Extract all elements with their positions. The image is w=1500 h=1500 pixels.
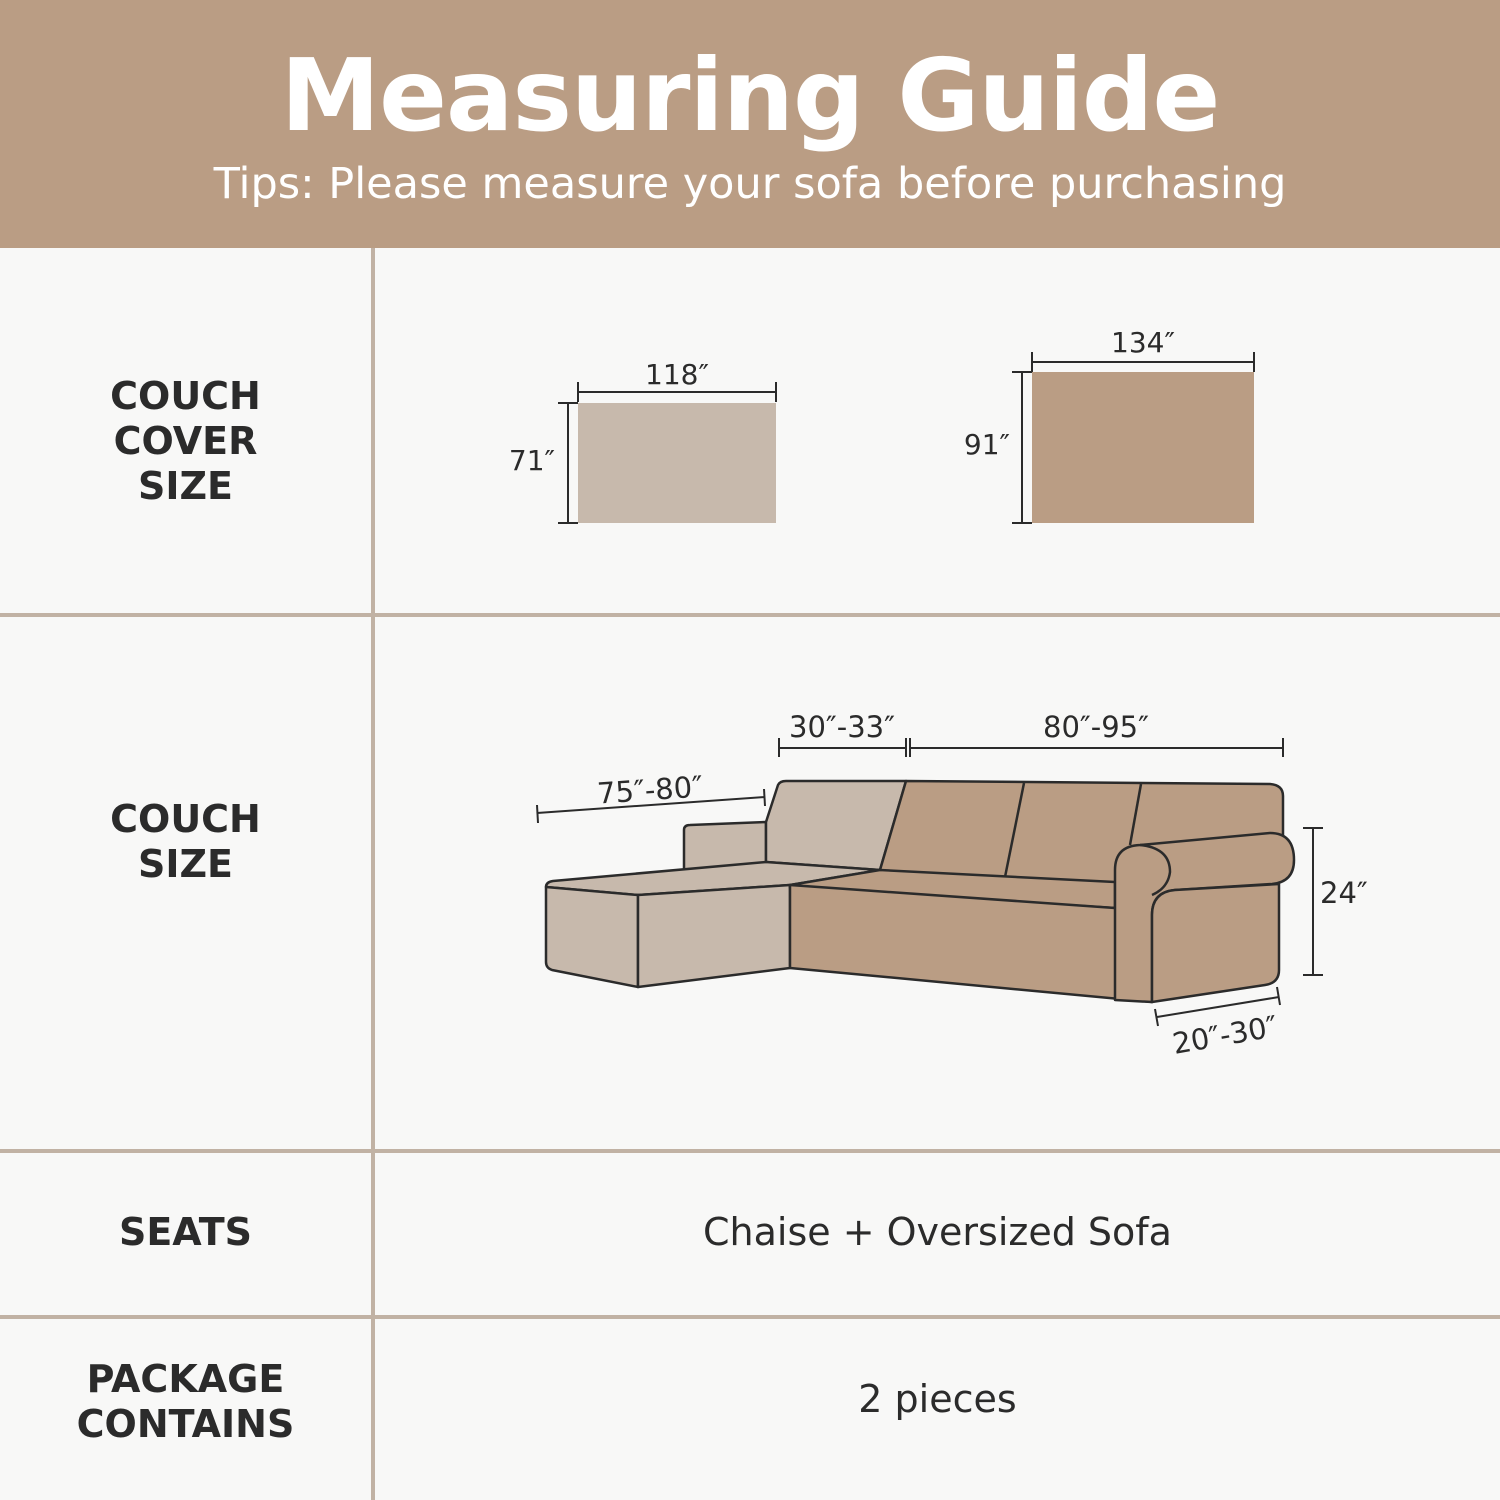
sofa-arm-side — [1152, 884, 1279, 1002]
chaise-length-label: 75″-80″ — [595, 769, 705, 811]
cover-small-height-label: 71″ — [508, 444, 555, 477]
couch-size-label: COUCH SIZE — [110, 797, 261, 886]
sectional-sofa-illustration — [546, 781, 1294, 1002]
sofa-depth-label: 20″-30″ — [1169, 1009, 1281, 1061]
seats-value: Chaise + Oversized Sofa — [703, 1210, 1172, 1254]
chaise-front — [638, 885, 790, 987]
page-title: Measuring Guide — [280, 37, 1220, 154]
chaise-width-label: 30″-33″ — [789, 710, 895, 744]
cover-small-width-label: 118″ — [645, 358, 709, 391]
cover-large-width-label: 134″ — [1111, 326, 1175, 359]
cover-large-height-dimension — [1012, 372, 1032, 523]
chaise-side — [546, 887, 638, 987]
cover-small — [509, 358, 776, 523]
cover-large-rect — [1032, 372, 1254, 523]
sofa-height-label: 24″ — [1320, 876, 1368, 910]
sofa-width-label: 80″-95″ — [1043, 710, 1149, 744]
seats-label: SEATS — [118, 1210, 253, 1254]
cover-small-rect — [578, 403, 776, 523]
package-contains-label: PACKAGE CONTAINS — [76, 1357, 295, 1446]
couch-cover-size-label: COUCH COVER SIZE — [110, 374, 261, 508]
cover-large — [964, 326, 1254, 523]
cover-large-height-label: 91″ — [963, 428, 1010, 461]
cover-small-height-dimension — [558, 403, 578, 523]
page-subtitle: Tips: Please measure your sofa before purchasing — [213, 159, 1287, 209]
package-contains-value: 2 pieces — [858, 1377, 1017, 1421]
